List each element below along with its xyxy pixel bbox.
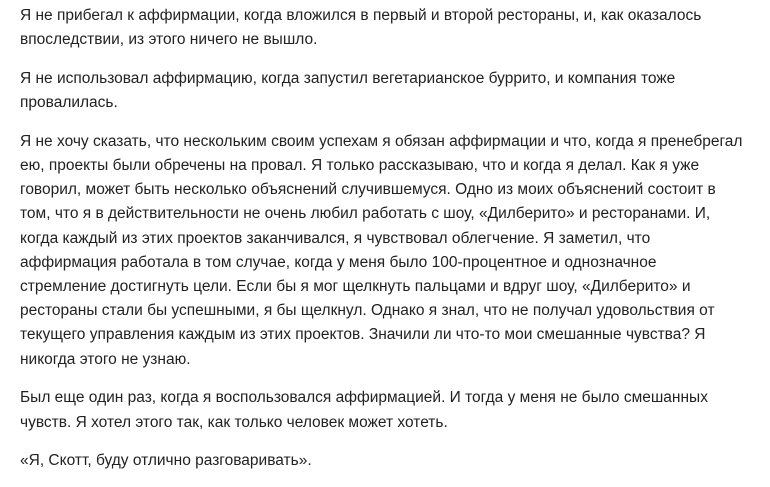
text-line: никогда этого не узнаю. bbox=[20, 350, 191, 368]
paragraph bbox=[20, 4, 770, 52]
text-line: рестораны стали бы успешными, я бы щелкнул. Однако я знал, что не получал удовольствия от bbox=[20, 302, 715, 320]
paragraph bbox=[20, 67, 770, 115]
text-line: текущего управления каждым из этих проектов. Значили ли что-то мои смешанные чувства? Я bbox=[20, 326, 706, 344]
paragraph bbox=[20, 386, 770, 434]
text-line: ею, проекты были обречены на провал. Я только рассказываю, что и когда я делал. Как я уже bbox=[20, 157, 700, 175]
paragraph bbox=[20, 449, 770, 473]
text-line: Я не хочу сказать, что нескольким своим успехам я обязан аффирмации и что, когда я пренебрегал bbox=[20, 132, 743, 150]
text-line: Я не прибегал к аффирмации, когда вложился в первый и второй рестораны, и, как оказалось bbox=[20, 7, 702, 24]
text-line: стремление достигнуть цели. Если бы я мог щелкнуть пальцами и вдруг шоу, «Дилберито» и bbox=[20, 278, 691, 296]
text-line: говорил, может быть несколько объяснений случившемуся. Одно из моих объяснений состоит в bbox=[20, 181, 716, 199]
text-line: аффирмация работала в том случае, когда у меня было 100-процентное и однозначное bbox=[20, 253, 657, 271]
text-line: Был еще один раз, когда я воспользовался аффирмацией. И тогда у меня не было смешанных bbox=[20, 389, 708, 407]
text-line: впоследствии, из этого ничего не вышло. bbox=[20, 31, 318, 49]
paragraph bbox=[20, 130, 770, 372]
text-line: «Я, Скотт, буду отлично разговаривать». bbox=[20, 452, 312, 470]
text-line: чувств. Я хотел этого так, как только человек может хотеть. bbox=[20, 413, 448, 431]
text-line: провалилась. bbox=[20, 94, 118, 112]
text-line: когда каждый из этих проектов заканчивался, я чувствовал облегчение. Я заметил, что bbox=[20, 229, 651, 247]
text-line: том, что я в действительности не очень любил работать с шоу, «Дилберито» и ресторанами. И, bbox=[20, 205, 711, 223]
text-line: Я не использовал аффирмацию, когда запустил вегетарианское буррито, и компания тоже bbox=[20, 69, 676, 87]
